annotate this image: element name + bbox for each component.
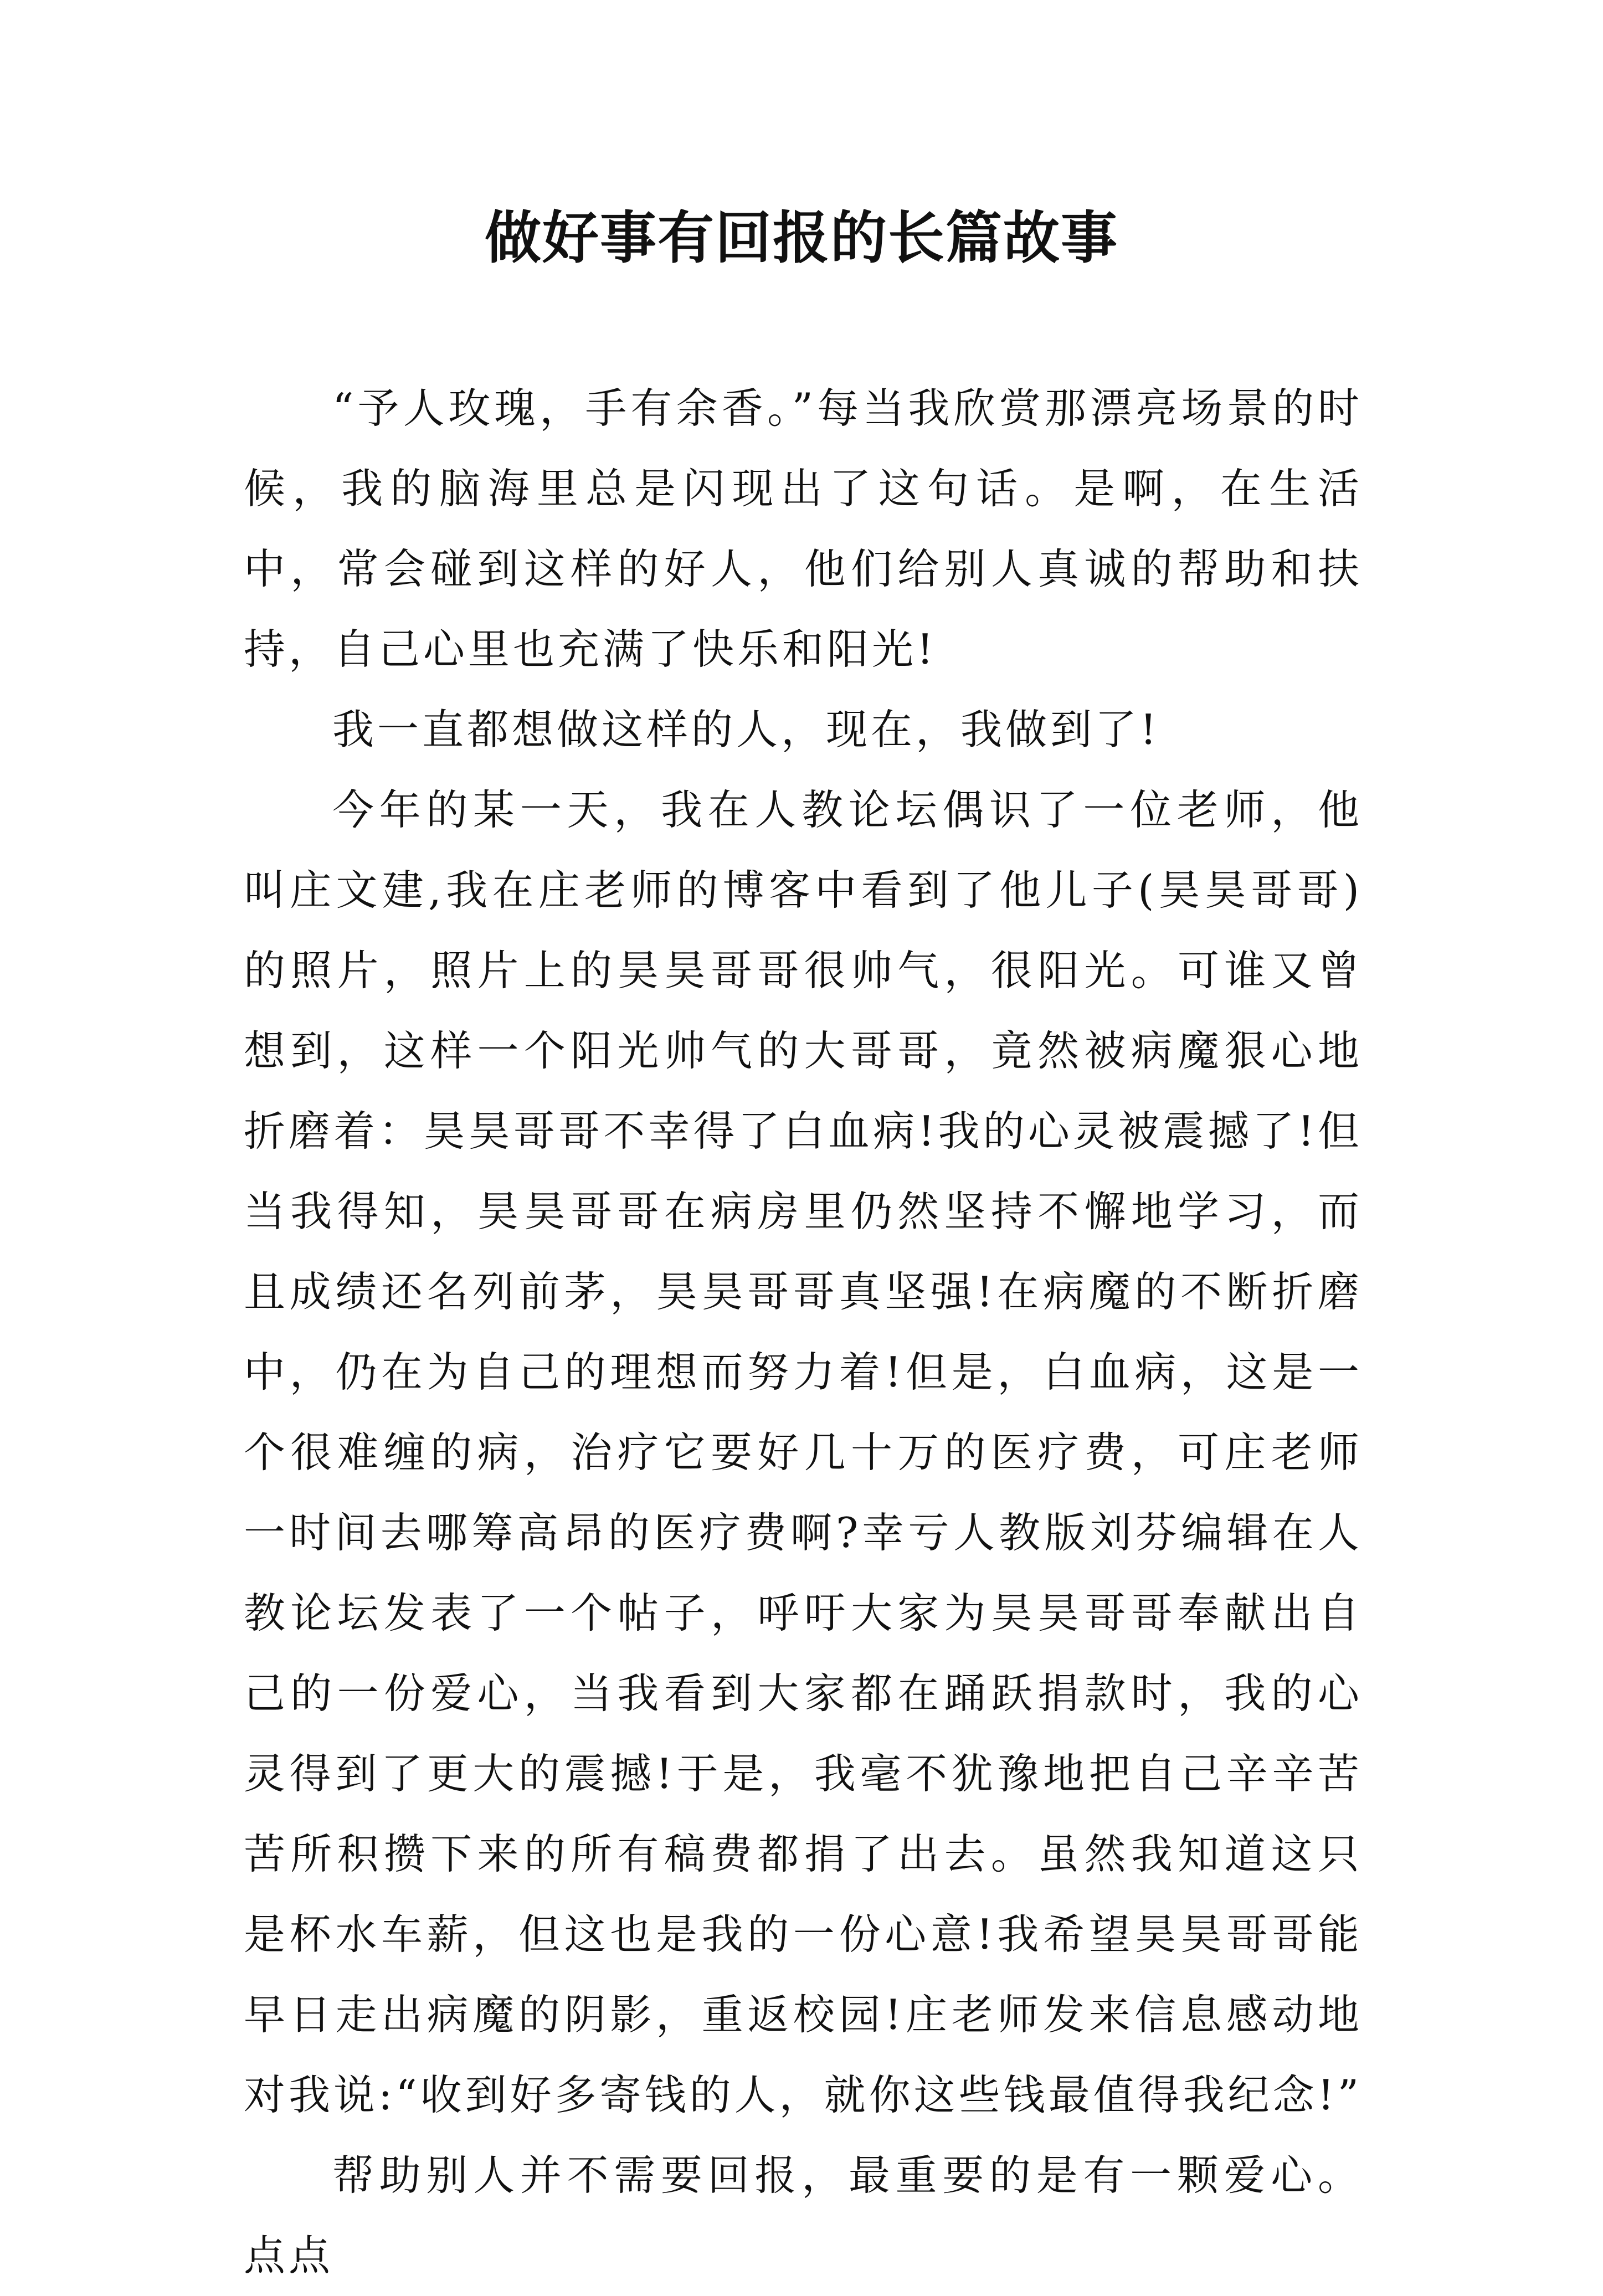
paragraph-4: 帮助别人并不需要回报，最重要的是有一颗爱心。点点 (244, 2151, 1363, 2280)
paragraph-2: 我一直都想做这样的人，现在，我做到了! (332, 705, 1160, 754)
paragraph-1: “予人玫瑰，手有余香。”每当我欣赏那漂亮场景的时候，我的脑海里总是闪现出了这句话。是啊，在生活中，常会碰到这样的好人，他们给别人真诚的帮助和扶持，自己心里也充满了快乐和阳光! (244, 384, 1363, 674)
document-title: 做好事有回报的长篇故事 (485, 205, 1118, 271)
paragraph-3: 今年的某一天，我在人教论坛偶识了一位老师，他叫庄文建,我在庄老师的博客中看到了他儿子(昊昊哥哥)的照片，照片上的昊昊哥哥很帅气，很阳光。可谁又曾想到，这样一个阳光帅气的大哥哥，竟然被病魔狠心地折磨着：昊昊哥哥不幸得了白血病!我的心灵被震撼了!但当我得知，昊昊哥哥在病房里仍然坚持不懈地学习，而且成绩还名列前茅，昊昊哥哥真坚强!在病魔的不断折磨中，仍在为自己的理想而努力着!但是，白血病，这是一个很难缠的病，治疗它要好几十万的医疗费，可庄老师一时间去哪筹高昂的医疗费啊?幸亏人教版刘芬编辑在人教论坛发表了一个帖子，呼吁大家为昊昊哥哥奉献出自己的一份爱心，当我看到大家都在踊跃捐款时，我的心灵得到了更大的震撼!于是，我毫不犹豫地把自己辛辛苦苦所积攒下来的所有稿费都捐了出去。虽然我知道这只是杯水车薪，但这也是我的一份心意!我希望昊昊哥哥能早日走出病魔的阴影，重返校园!庄老师发来信息感动地对我说:“收到好多寄钱的人，就你这些钱最值得我纪念!” (244, 785, 1363, 2119)
document-body (244, 368, 1363, 2296)
